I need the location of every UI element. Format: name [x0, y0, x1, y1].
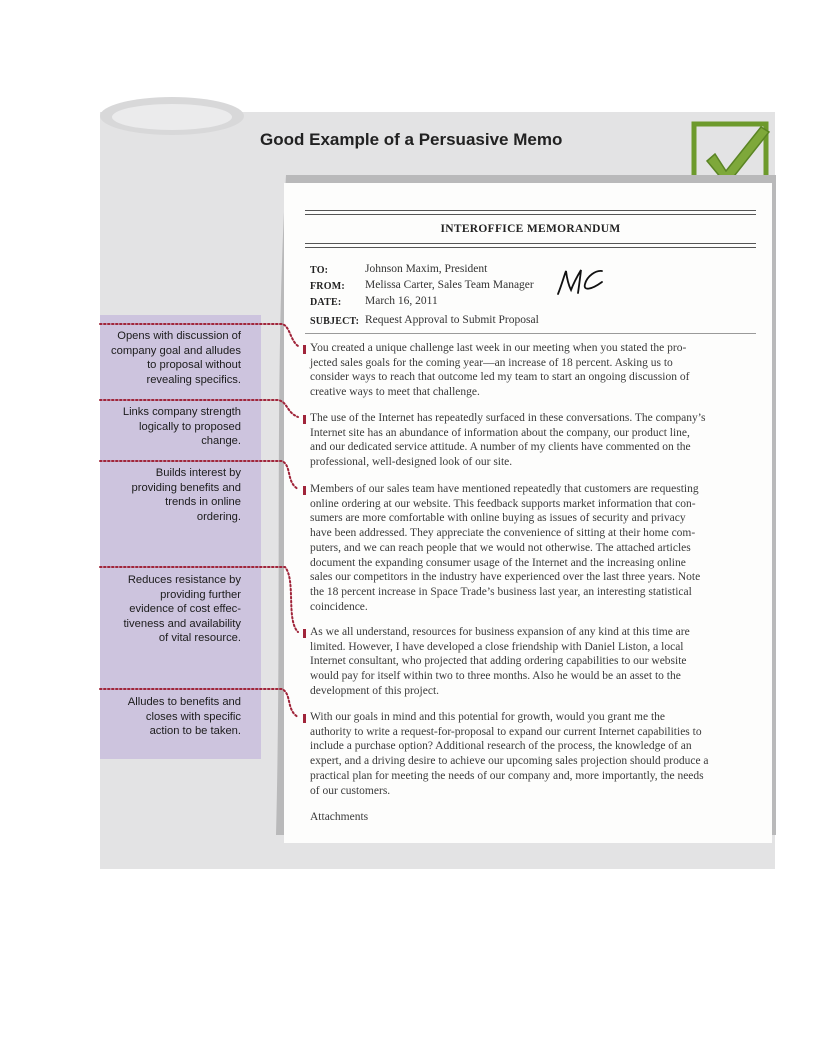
from-value: Melissa Carter, Sales Team Manager	[365, 279, 534, 291]
from-label: FROM:	[310, 281, 345, 292]
memo-rule	[305, 247, 756, 248]
memo-paragraph: The use of the Internet has repeatedly surfaced in these conversations. The company’s Internet site has an abundance of information about the company, our product line, and our dedicated service attitude. A number of my clients have commented on the professional, well-designed look of our site.	[310, 412, 706, 469]
annotation-note: Opens with discussion of company goal and alludes to proposal without revealing specifics.	[111, 330, 241, 386]
memo-paragraph: You created a unique challenge last week in our meeting when you stated the pro- jected sales goals for the coming year—an increase of 18 percent. Asking us to consider ways to reach that outcome led my team to start an ongoing discussion of creative ways to meet that challenge.	[310, 342, 690, 399]
paragraph-marker	[303, 415, 306, 424]
annotation-note: Alludes to benefits and closes with specific action to be taken.	[127, 696, 241, 738]
subject-label: SUBJECT:	[310, 316, 360, 327]
date-label: DATE:	[310, 297, 342, 308]
date-value: March 16, 2011	[365, 295, 438, 307]
annotation-note: Builds interest by providing benefits and trends in online ordering.	[131, 467, 241, 523]
paragraph-marker	[303, 629, 306, 638]
to-value: Johnson Maxim, President	[365, 263, 488, 275]
to-label: TO:	[310, 265, 329, 276]
paragraph-marker	[303, 345, 306, 354]
memo-rule	[305, 333, 756, 334]
annotation-note: Reduces resistance by providing further evidence of cost effec- tiveness and availability of vital resource.	[123, 574, 241, 645]
memo-paragraph: With our goals in mind and this potential for growth, would you grant me the authority to write a request-for-proposal to expand our current Internet capabilities to include a purchase option? Additional research of the process, the knowledge of an expert, and a driving desire to achieve our upcoming sales projection should produce a practical plan for meeting the needs of our company and, more importantly, the needs of our customers.	[310, 711, 709, 797]
signature-initials	[556, 266, 606, 296]
figure-title: Good Example of a Persuasive Memo	[260, 130, 563, 149]
memo-paragraph: Members of our sales team have mentioned repeatedly that customers are requesting online ordering at our website. This feedback supports market information that con- sumers are more comfortable with online buying as issues of security and privacy have been addressed. They appreciate the convenience of sitting at their home com- puters, and we can reach people that we would not otherwise. The attached articles document the expanding consumer usage of the Internet and the increasing online sales our competitors in the industry have experienced over the last three years. Note the 18 percent increase in Space Trade’s business last year, an interesting statistical coincidence.	[310, 483, 701, 613]
memo-paragraph: As we all understand, resources for business expansion of any kind at this time are limited. However, I have developed a close friendship with Daniel Liston, a local Internet consultant, who projected that adding ordering capabilities to our website would pay for itself within two to three months. Also he would be an asset to the development of this project.	[310, 626, 690, 697]
memo-rule	[305, 210, 756, 211]
annotation-note: Links company strength logically to proposed change.	[122, 406, 241, 448]
paragraph-marker	[303, 714, 306, 723]
memo-closing: Attachments	[310, 811, 369, 823]
memo-rule	[305, 243, 756, 244]
paragraph-marker	[303, 486, 306, 495]
memo-rule	[305, 214, 756, 215]
memo-heading: INTEROFFICE MEMORANDUM	[440, 223, 621, 235]
subject-value: Request Approval to Submit Proposal	[365, 314, 539, 326]
